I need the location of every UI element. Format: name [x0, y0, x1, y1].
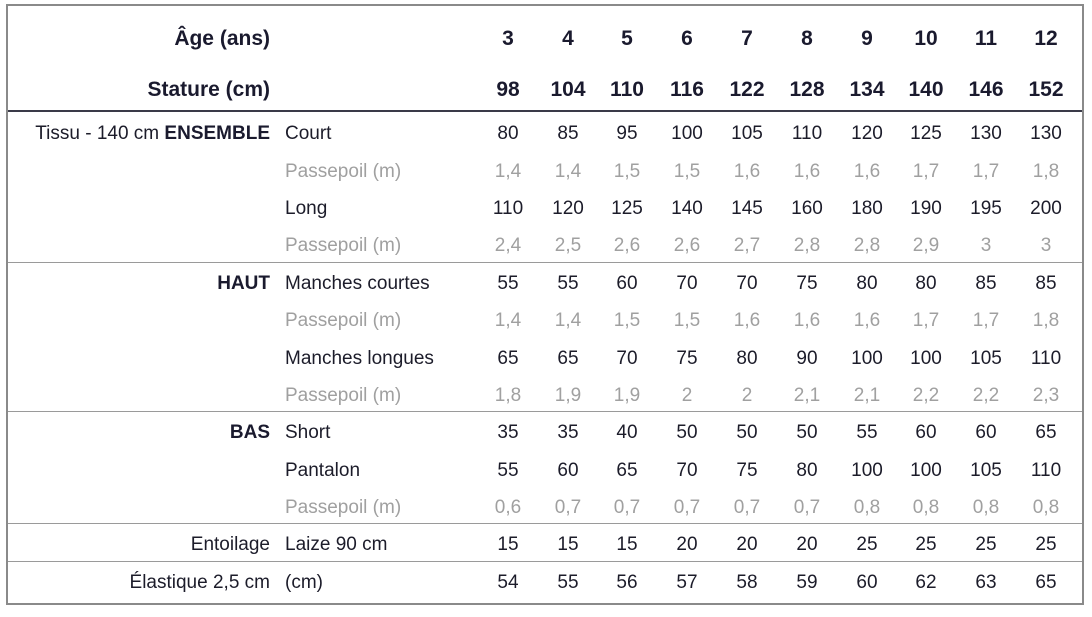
stature-header-label: Stature (cm): [147, 78, 270, 101]
age-value: 9: [861, 27, 873, 50]
table-cell: 125: [611, 198, 643, 219]
row-sub-label: Pantalon: [285, 460, 361, 481]
table-cell: 35: [557, 422, 579, 443]
row-group-label: [8, 416, 270, 450]
section-divider: [8, 523, 1082, 524]
stature-value: 140: [908, 78, 944, 101]
table-cell: 95: [616, 123, 638, 144]
table-cell: 25: [1035, 534, 1057, 555]
row-sub-label: Laize 90 cm: [285, 534, 388, 555]
table-cell: 25: [915, 534, 937, 555]
row-label-bold: HAUT: [217, 273, 270, 294]
table-cell: 85: [557, 123, 579, 144]
table-cell: 50: [736, 422, 758, 443]
table-cell: 70: [676, 273, 698, 294]
age-value: 11: [974, 27, 998, 50]
stature-value: 128: [789, 78, 825, 101]
row-label-bold: BAS: [229, 422, 270, 443]
stature-value: 116: [670, 78, 704, 101]
header-divider: [8, 110, 1082, 112]
table-cell: 75: [676, 348, 698, 369]
table-cell: 85: [975, 273, 997, 294]
age-header-label: Âge (ans): [174, 27, 270, 50]
table-cell: 2,2: [912, 385, 940, 406]
row-sub-label: Passepoil (m): [285, 385, 402, 406]
table-cell: 200: [1030, 198, 1062, 219]
table-cell: 56: [616, 572, 638, 593]
table-cell: 20: [676, 534, 698, 555]
table-cell: 15: [616, 534, 638, 555]
table-cell: 40: [616, 422, 638, 443]
table-cell: 60: [616, 273, 638, 294]
row-label-bold: ENSEMBLE: [164, 123, 270, 144]
row-sub-label: Manches longues: [285, 348, 434, 369]
table-cell: 2,8: [853, 235, 881, 256]
table-cell: 80: [497, 123, 519, 144]
age-value: 8: [801, 27, 813, 50]
table-cell: 15: [497, 534, 519, 555]
table-cell: 100: [910, 460, 942, 481]
stature-value: 146: [968, 78, 1004, 101]
table-cell: 100: [910, 348, 942, 369]
table-cell: 0,8: [853, 497, 881, 518]
table-cell: 1,7: [912, 161, 940, 182]
table-cell: 35: [497, 422, 519, 443]
row-sub-label: Passepoil (m): [285, 310, 402, 331]
table-row: [8, 117, 1082, 151]
table-cell: 0,7: [673, 497, 701, 518]
row-group-label: [8, 267, 270, 301]
table-cell: 0,8: [972, 497, 1000, 518]
table-cell: 1,9: [554, 385, 582, 406]
table-cell: 110: [1030, 460, 1062, 481]
table-cell: 0,7: [793, 497, 821, 518]
table-cell: 54: [497, 572, 519, 593]
table-cell: 1,4: [554, 310, 582, 331]
table-cell: 1,6: [793, 310, 821, 331]
table-cell: 90: [796, 348, 818, 369]
table-cell: 145: [731, 198, 763, 219]
table-cell: 100: [851, 348, 883, 369]
row-sub-label: Court: [285, 123, 332, 144]
row-sub-label: Passepoil (m): [285, 161, 402, 182]
table-cell: 80: [856, 273, 878, 294]
table-cell: 2,7: [733, 235, 761, 256]
table-cell: 105: [970, 348, 1002, 369]
table-cell: 1,7: [972, 310, 1000, 331]
table-cell: 75: [736, 460, 758, 481]
row-sub-label: Passepoil (m): [285, 235, 402, 256]
row-group-label: Élastique 2,5 cm: [129, 572, 270, 593]
table-cell: 55: [497, 460, 519, 481]
table-cell: 65: [616, 460, 638, 481]
table-cell: 1,5: [673, 310, 701, 331]
age-header-row: [8, 22, 1082, 56]
table-cell: 65: [557, 348, 579, 369]
table-cell: 2,8: [793, 235, 821, 256]
table-cell: 1,6: [733, 161, 761, 182]
stature-value: 152: [1028, 78, 1064, 101]
table-cell: 130: [1030, 123, 1062, 144]
age-value: 7: [741, 27, 753, 50]
stature-value: 104: [550, 78, 586, 101]
table-cell: 58: [736, 572, 758, 593]
table-cell: 55: [856, 422, 878, 443]
table-cell: 0,8: [1032, 497, 1060, 518]
table-row: [8, 454, 1082, 488]
table-cell: 60: [856, 572, 878, 593]
table-cell: 105: [970, 460, 1002, 481]
table-cell: 1,5: [613, 161, 641, 182]
table-row: [8, 528, 1082, 562]
table-cell: 50: [676, 422, 698, 443]
table-cell: 0,7: [613, 497, 641, 518]
size-chart-table: [6, 4, 1084, 605]
table-cell: 2,6: [673, 235, 701, 256]
table-cell: 1,6: [793, 161, 821, 182]
stature-value: 122: [729, 78, 765, 101]
table-cell: 125: [910, 123, 942, 144]
row-sub-label: Long: [285, 198, 328, 219]
age-value: 5: [621, 27, 633, 50]
row-sub-label: Passepoil (m): [285, 497, 402, 518]
table-row: [8, 267, 1082, 301]
age-value: 12: [1034, 27, 1058, 50]
row-sub-label: (cm): [285, 572, 323, 593]
table-cell: 160: [791, 198, 823, 219]
table-cell: 75: [796, 273, 818, 294]
table-cell: 110: [1030, 348, 1062, 369]
table-cell: 63: [975, 572, 997, 593]
table-cell: 1,8: [1032, 310, 1060, 331]
table-cell: 80: [796, 460, 818, 481]
table-row: [8, 192, 1082, 226]
table-cell: 50: [796, 422, 818, 443]
row-group-label: [8, 117, 270, 151]
table-cell: 62: [915, 572, 937, 593]
age-value: 3: [502, 27, 514, 50]
table-cell: 70: [736, 273, 758, 294]
table-row: [8, 491, 1082, 525]
table-cell: 3: [980, 235, 992, 256]
table-cell: 20: [796, 534, 818, 555]
table-cell: 80: [915, 273, 937, 294]
table-cell: 1,7: [972, 161, 1000, 182]
table-cell: 2,3: [1032, 385, 1060, 406]
row-sub-label: Manches courtes: [285, 273, 430, 294]
stature-header-row: [8, 73, 1082, 107]
table-row: [8, 379, 1082, 413]
table-cell: 65: [1035, 422, 1057, 443]
age-value: 10: [914, 27, 938, 50]
table-cell: 1,8: [1032, 161, 1060, 182]
table-cell: 105: [731, 123, 763, 144]
table-cell: 0,6: [494, 497, 522, 518]
table-row: [8, 566, 1082, 600]
table-row: [8, 416, 1082, 450]
table-cell: 25: [856, 534, 878, 555]
table-cell: 57: [676, 572, 698, 593]
table-cell: 60: [915, 422, 937, 443]
table-cell: 59: [796, 572, 818, 593]
table-cell: 2,2: [972, 385, 1000, 406]
table-cell: 2,4: [494, 235, 522, 256]
table-cell: 2,9: [912, 235, 940, 256]
table-cell: 85: [1035, 273, 1057, 294]
table-cell: 100: [671, 123, 703, 144]
table-row: [8, 342, 1082, 376]
table-cell: 180: [851, 198, 883, 219]
table-cell: 2,6: [613, 235, 641, 256]
table-cell: 1,4: [554, 161, 582, 182]
table-cell: 2: [741, 385, 753, 406]
table-cell: 20: [736, 534, 758, 555]
table-cell: 70: [676, 460, 698, 481]
table-cell: 100: [851, 460, 883, 481]
table-cell: 55: [497, 273, 519, 294]
table-cell: 0,7: [733, 497, 761, 518]
table-cell: 120: [851, 123, 883, 144]
table-cell: 1,4: [494, 310, 522, 331]
table-cell: 1,5: [673, 161, 701, 182]
table-cell: 190: [910, 198, 942, 219]
table-cell: 2,1: [853, 385, 881, 406]
table-cell: 0,7: [554, 497, 582, 518]
table-cell: 65: [1035, 572, 1057, 593]
table-cell: 1,6: [733, 310, 761, 331]
table-row: [8, 304, 1082, 338]
table-cell: 2,5: [554, 235, 582, 256]
stature-value: 110: [610, 78, 644, 101]
table-cell: 70: [616, 348, 638, 369]
table-cell: 55: [557, 273, 579, 294]
table-cell: 120: [552, 198, 584, 219]
table-cell: 130: [970, 123, 1002, 144]
table-row: [8, 229, 1082, 263]
stature-value: 98: [496, 78, 520, 101]
section-divider: [8, 411, 1082, 412]
table-cell: 1,5: [613, 310, 641, 331]
table-row: [8, 155, 1082, 189]
age-value: 4: [562, 27, 574, 50]
table-cell: 1,6: [853, 310, 881, 331]
row-label-text: Tissu - 140 cm: [35, 123, 165, 144]
table-cell: 1,9: [613, 385, 641, 406]
table-cell: 110: [791, 123, 823, 144]
table-cell: 2: [681, 385, 693, 406]
age-value: 6: [681, 27, 693, 50]
row-sub-label: Short: [285, 422, 331, 443]
table-cell: 0,8: [912, 497, 940, 518]
table-cell: 25: [975, 534, 997, 555]
table-cell: 60: [975, 422, 997, 443]
table-cell: 1,7: [912, 310, 940, 331]
table-cell: 110: [492, 198, 524, 219]
table-cell: 3: [1040, 235, 1052, 256]
table-cell: 2,1: [793, 385, 821, 406]
table-cell: 195: [970, 198, 1002, 219]
section-divider: [8, 561, 1082, 562]
table-cell: 15: [557, 534, 579, 555]
row-group-label: Entoilage: [190, 534, 270, 555]
stature-value: 134: [849, 78, 885, 101]
table-cell: 65: [497, 348, 519, 369]
table-cell: 80: [736, 348, 758, 369]
table-cell: 1,6: [853, 161, 881, 182]
table-cell: 1,8: [494, 385, 522, 406]
table-cell: 1,4: [494, 161, 522, 182]
table-cell: 140: [671, 198, 703, 219]
table-cell: 55: [557, 572, 579, 593]
section-divider: [8, 262, 1082, 263]
table-cell: 60: [557, 460, 579, 481]
